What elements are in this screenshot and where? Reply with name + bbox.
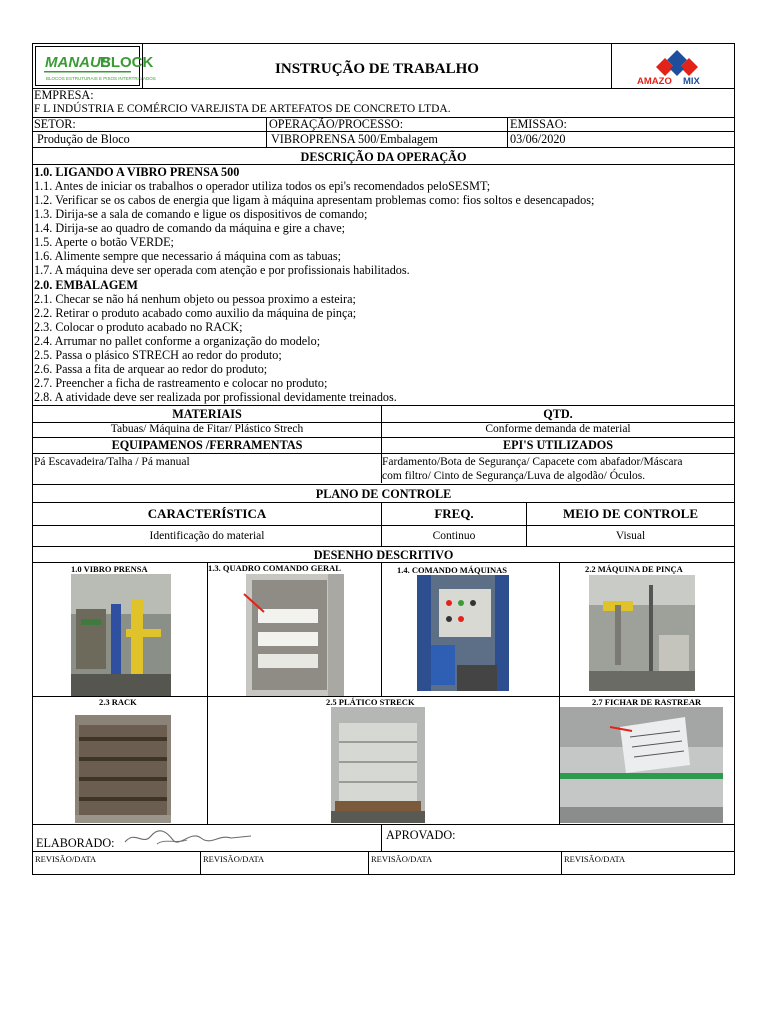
revisao-data-2: REVISÃO/DATA <box>203 854 265 864</box>
list-item: 1.1. Antes de iniciar os trabalhos o operador utiliza todos os epi's recomendados peloSESMT; <box>34 179 491 193</box>
plano-val-freq: Continuo <box>432 530 476 542</box>
list-item: 2.1. Checar se não há nenhum objeto ou pessoa proximo a esteira; <box>34 292 356 306</box>
comando-maquinas-photo <box>417 575 509 691</box>
section-title: 2.0. EMBALAGEM <box>34 278 138 292</box>
plano-val-caracteristica: Identificação do material <box>149 530 265 542</box>
descricao-heading: DESCRIÇÃO DA OPERAÇÃO <box>300 150 467 164</box>
photo-caption: 2.7 FICHAR DE RASTREAR <box>592 697 702 707</box>
plano-col-freq: FREQ. <box>434 506 474 521</box>
emissao-value: 03/06/2020 <box>510 132 566 146</box>
list-item: 1.3. Dirija-se a sala de comando e ligue os dispositivos de comando; <box>34 207 368 221</box>
svg-text:BLOCOS ESTRUTURAIS E PISOS INT: BLOCOS ESTRUTURAIS E PISOS INTERTRAVADOS <box>46 76 156 81</box>
operacao-label: OPERAÇÃO/PROCESSO: <box>269 117 404 131</box>
epi-value-line1: Fardamento/Bota de Segurança/ Capacete com abafador/Máscara <box>382 456 683 468</box>
list-item: 1.6. Alimente sempre que necessario á máquina com as tabuas; <box>34 249 341 263</box>
photo-caption: 2.5 PLÁTICO STRECK <box>326 697 415 707</box>
svg-text:MANAUS: MANAUS <box>45 54 111 71</box>
epi-value-line2: com filtro/ Cinto de Segurança/Luva de algodão/ Óculos. <box>382 470 646 482</box>
list-item: 2.7. Preencher a ficha de rastreamento e colocar no produto; <box>34 376 328 390</box>
list-item: 1.5. Aperte o botão VERDE; <box>34 235 174 249</box>
photo-caption: 1.4. COMANDO MÁQUINAS <box>397 565 508 575</box>
work-instruction-sheet <box>32 43 735 875</box>
list-item: 2.4. Arrumar no pallet conforme a organização do modelo; <box>34 334 321 348</box>
list-item: 2.8. A atividade deve ser realizada por profissional devidamente treinados. <box>34 390 397 404</box>
materiais-value: Tabuas/ Máquina de Fitar/ Plástico Strech <box>110 423 304 435</box>
list-item: 2.3. Colocar o produto acabado no RACK; <box>34 320 243 334</box>
desenho-heading: DESENHO DESCRITIVO <box>313 548 454 562</box>
list-item: 2.6. Passa a fita de arquear ao redor do produto; <box>34 362 268 376</box>
qtd-value: Conforme demanda de material <box>485 423 631 435</box>
document-title: INSTRUÇÃO DE TRABALHO <box>275 61 479 77</box>
plano-col-meio: MEIO DE CONTROLE <box>562 506 699 521</box>
elaborado-label: ELABORADO: <box>36 836 115 850</box>
plano-heading: PLANO DE CONTROLE <box>315 487 452 501</box>
svg-text:AMAZO: AMAZO <box>637 76 672 87</box>
operacao-value: VIBROPRENSA 500/Embalagem <box>271 132 438 146</box>
svg-text:MIX: MIX <box>683 76 700 87</box>
list-item: 1.4. Dirija-se ao quadro de comando da máquina e gire a chave; <box>34 221 345 235</box>
plastico-streck-photo <box>331 707 425 823</box>
vibro-prensa-photo <box>71 574 171 696</box>
revisao-data-3: REVISÃO/DATA <box>371 854 433 864</box>
manausblock-logo <box>35 46 156 86</box>
revisao-data-4: REVISÃO/DATA <box>564 854 626 864</box>
svg-text:BLOCK: BLOCK <box>100 54 154 71</box>
revisao-data-1: REVISÃO/DATA <box>35 854 97 864</box>
setor-label: SETOR: <box>34 117 76 131</box>
plano-val-meio: Visual <box>615 530 646 542</box>
list-item: 2.2. Retirar o produto acabado como auxilio da máquina de pinça; <box>34 306 357 320</box>
plano-col-caracteristica: CARACTERÍSTICA <box>147 506 267 521</box>
photo-caption: 2.3 RACK <box>99 697 137 707</box>
quadro-comando-geral-photo <box>246 574 344 696</box>
qtd-heading: QTD. <box>543 407 573 421</box>
aprovado-label: APROVADO: <box>386 828 456 842</box>
photo-caption: 1.3. QUADRO COMANDO GERAL <box>208 563 341 573</box>
equipamentos-value: Pá Escavadeira/Talha / Pá manual <box>34 456 190 468</box>
photo-caption: 2.2 MÁQUINA DE PINÇA <box>585 564 683 574</box>
setor-value: Produção de Bloco <box>37 132 130 146</box>
emissao-label: EMISSAO: <box>510 117 567 131</box>
signature-image <box>121 826 256 848</box>
empresa-value: F L INDÚSTRIA E COMÉRCIO VAREJISTA DE ARTEFATOS DE CONCRETO LTDA. <box>34 103 451 115</box>
list-item: 1.7. A máquina deve ser operada com atenção e por profissionais habilitados. <box>34 263 410 277</box>
equipamentos-heading: EQUIPAMENOS /FERRAMENTAS <box>111 438 303 452</box>
list-item: 2.5. Passa o plásico STRECH ao redor do produto; <box>34 348 282 362</box>
rack-photo <box>75 715 171 823</box>
list-item: 1.2. Verificar se os cabos de energia que ligam à máquina apresentam problemas como: fios soltos e desencapados; <box>34 193 595 207</box>
photo-caption: 1.0 VIBRO PRENSA <box>71 564 148 574</box>
amazomix-logo <box>631 48 723 86</box>
ficha-rastrear-photo <box>560 707 723 823</box>
maquina-pinca-photo <box>589 575 695 691</box>
materiais-heading: MATERIAIS <box>172 407 242 421</box>
section-title: 1.0. LIGANDO A VIBRO PRENSA 500 <box>34 165 240 179</box>
epi-heading: EPI'S UTILIZADOS <box>502 438 614 452</box>
empresa-label: EMPRESA: <box>34 88 94 102</box>
